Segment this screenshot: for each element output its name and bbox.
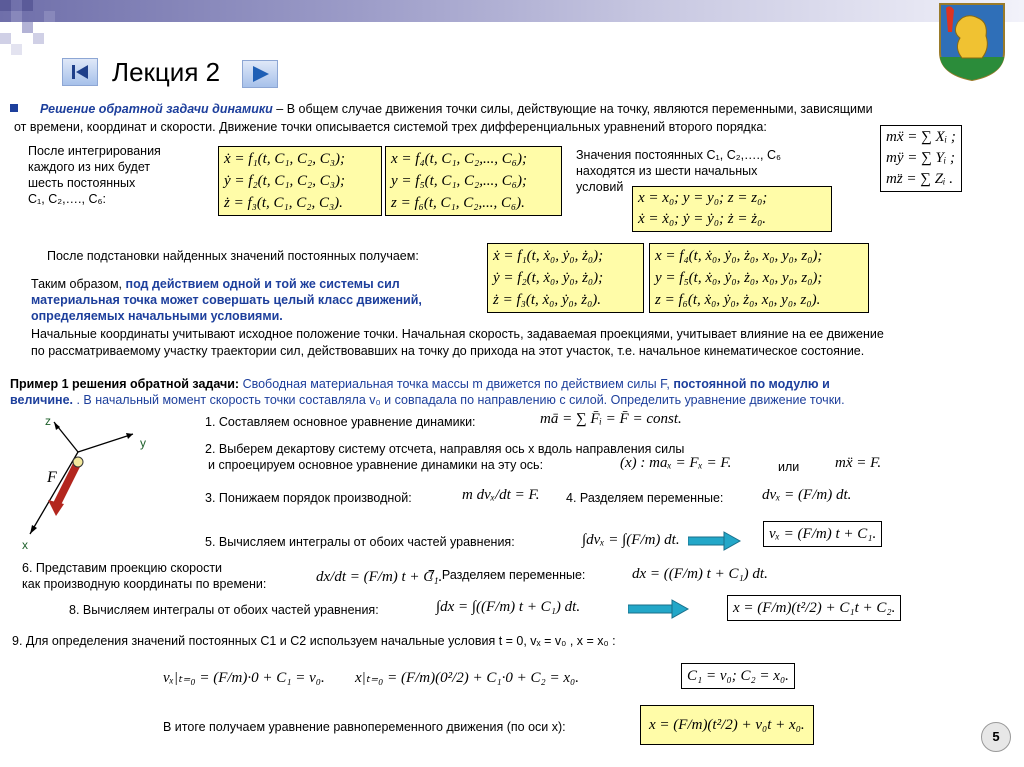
page-number: 5 (981, 722, 1011, 752)
example-text: величине. (10, 393, 74, 407)
step-9-formula-x: x|ₜ₌₀ = (F/m)(0²/2) + C₁·0 + C₂ = x₀. (355, 670, 579, 686)
next-slide-icon (243, 61, 277, 87)
step-9-formula-v: vₓ|ₜ₌₀ = (F/m)·0 + C₁ = v₀. (163, 670, 325, 686)
pos-const-eq: x = f₄(t, C₁, C₂,..., C₆); (391, 151, 527, 167)
step-7-formula: dx = ((F/m) t + C₁) dt. (632, 566, 768, 582)
step-6-text-a: 6. Представим проекцию скорости (22, 561, 223, 575)
force-label: F (47, 469, 57, 486)
step-2-formula: (x) : maₓ = Fₓ = F. (620, 455, 732, 471)
after-int-line: каждого из них будет (28, 160, 151, 174)
decor-square (11, 44, 22, 55)
next-slide-button[interactable] (242, 60, 278, 88)
initial-coords-line: по рассматриваемому участку траектории сил, действовавших на точку до прихода на этот участок, т.е. начальное кинематическое состояние. (31, 344, 865, 358)
after-substitution-text: После подстановки найденных значений постоянных получаем: (47, 249, 419, 263)
pos-init-eq: x = f₄(t, ẋ₀, ẏ₀, ż₀, x₀, y₀, z₀); (655, 248, 823, 264)
step-5-formula: ∫dvₓ = ∫(F/m) dt. (582, 532, 680, 548)
velocity-const-box (218, 146, 382, 216)
bullet-icon (10, 104, 18, 112)
axes-diagram (18, 412, 158, 557)
thus-bold: под действием одной и той же системы сил (125, 277, 400, 291)
coat-of-arms-icon (936, 2, 1008, 82)
after-int-line: C₁, C₂,…., C₆: (28, 192, 107, 206)
step-3-text: 3. Понижаем порядок производной: (205, 491, 412, 505)
axis-y-label: y (140, 436, 146, 450)
decor-square (0, 0, 11, 11)
intro-bold: Решение обратной задачи динамики (40, 102, 273, 116)
position-init-box (649, 243, 869, 313)
consts-note-line: Значения постоянных C₁, C₂,…., C₆ (576, 148, 782, 162)
arrow-right-icon (688, 531, 742, 551)
header-gradient-bar (0, 0, 1024, 22)
newton-eq-x: mẍ = ∑ Xᵢ ; (886, 129, 956, 145)
prev-slide-icon (63, 59, 97, 85)
step-8-result-box: x = (F/m)(t²/2) + C₁t + C₂. (727, 595, 901, 621)
decor-square (11, 11, 22, 22)
initial-cond-eq: x = x₀; y = y₀; z = z₀; (638, 190, 768, 206)
step-2-text-b: и спроецируем основное уравнение динамики на эту ось: (208, 458, 544, 472)
step-2-or: или (778, 460, 800, 474)
example-text: Свободная материальная точка массы m движется по действием силы F, (239, 377, 674, 391)
velocity-init-box (487, 243, 644, 313)
final-result-box: x = (F/m)(t²/2) + v₀t + x₀. (640, 705, 814, 745)
vel-const-eq: ẏ = f₂(t, C₁, C₂, C₃); (224, 173, 345, 189)
thus-text (31, 276, 481, 324)
step-9-result-box: C₁ = v₀; C₂ = x₀. (681, 663, 795, 689)
pos-init-eq: z = f₆(t, ẋ₀, ẏ₀, ż₀, x₀, y₀, z₀). (655, 292, 821, 308)
intro-line-1 (10, 102, 1010, 117)
step-3-formula: m dvₓ/dt = F. (462, 487, 540, 503)
pos-init-eq: y = f₅(t, ẋ₀, ẏ₀, ż₀, x₀, y₀, z₀); (655, 270, 823, 286)
thus-bold: материальная точка может совершать целый класс движений, (31, 293, 422, 307)
final-text: В итоге получаем уравнение равнопеременного движения (по оси x): (163, 720, 566, 734)
thus-lead: Таким образом, (31, 277, 126, 291)
step-5-text: 5. Вычисляем интегралы от обоих частей уравнения: (205, 535, 515, 549)
after-integration-text (28, 143, 161, 207)
prev-slide-button[interactable] (62, 58, 98, 86)
step-1-text: 1. Составляем основное уравнение динамики: (205, 415, 476, 429)
intro-line-2: от времени, координат и скорости. Движение точки описывается системой трех дифференциальных уравнений второго порядка: (14, 120, 767, 134)
decor-square (44, 11, 55, 22)
page-title: Лекция 2 (112, 57, 221, 87)
step-5-result-box: vₓ = (F/m) t + C₁. (763, 521, 882, 547)
step-6-formula: dx/dt = (F/m) t + C₁. (316, 569, 443, 585)
vel-const-eq: ż = f₃(t, C₁, C₂, C₃). (224, 195, 343, 211)
step-9-text: 9. Для определения значений постоянных С1 и С2 используем начальные условия t = 0, vₓ = v₀ , x = x₀ : (12, 634, 616, 648)
newton-equations-box (880, 125, 962, 192)
vel-const-eq: ẋ = f₁(t, C₁, C₂, C₃); (224, 151, 345, 167)
example-title: Пример 1 решения обратной задачи: (10, 377, 240, 391)
example-statement (10, 376, 1010, 408)
initial-cond-eq: ẋ = ẋ₀; ẏ = ẏ₀; ż = ż₀. (638, 211, 767, 227)
initial-conditions-box (632, 186, 832, 232)
step-1-formula: mā = ∑ F̄ᵢ = F̄ = const. (540, 411, 682, 427)
newton-eq-z: mz̈ = ∑ Zᵢ . (886, 171, 953, 187)
step-8-formula: ∫dx = ∫((F/m) t + C₁) dt. (436, 599, 581, 615)
decor-square (33, 33, 44, 44)
newton-eq-y: mÿ = ∑ Yᵢ ; (886, 150, 956, 166)
initial-coords-line: Начальные координаты учитывают исходное положение точки. Начальная скорость, задаваемая проекциями, учитывает влияние на ее движение (31, 327, 884, 341)
thus-bold: определяемых начальными условиями. (31, 309, 283, 323)
pos-const-eq: y = f₅(t, C₁, C₂,..., C₆); (391, 173, 527, 189)
step-4-text: 4. Разделяем переменные: (566, 491, 724, 505)
after-int-line: шесть постоянных (28, 176, 136, 190)
intro-rest: – В общем случае движения точки силы, действующие на точку, являются переменными, зависящими (272, 102, 873, 116)
initial-coords-text (31, 326, 1021, 360)
arrow-right-icon (628, 599, 690, 619)
decor-square (22, 0, 33, 11)
pos-const-eq: z = f₆(t, C₁, C₂,..., C₆). (391, 195, 525, 211)
vel-init-eq: ż = f₃(t, ẋ₀, ẏ₀, ż₀). (493, 292, 602, 308)
step-2-formula-alt: mẍ = F. (835, 455, 882, 471)
example-text: . В начальный момент скорость точки составляла v₀ и совпадала по направлению с силой. Определить уравнение движение точки. (73, 393, 845, 407)
decor-square (22, 22, 33, 33)
step-4-formula: dvₓ = (F/m) dt. (762, 487, 852, 503)
axis-z-label: z (45, 414, 51, 428)
vel-init-eq: ẏ = f₂(t, ẋ₀, ẏ₀, ż₀); (493, 270, 604, 286)
example-text: постоянной по модулю и (673, 377, 830, 391)
step-8-text: 8. Вычисляем интегралы от обоих частей уравнения: (69, 603, 379, 617)
step-7-text: 7. Разделяем переменные: (428, 568, 586, 582)
axis-x-label: x (22, 538, 28, 552)
vel-init-eq: ẋ = f₁(t, ẋ₀, ẏ₀, ż₀); (493, 248, 604, 264)
step-6-text-b: как производную координаты по времени: (22, 577, 267, 591)
after-int-line: После интегрирования (28, 144, 161, 158)
consts-note-line: находятся из шести начальных (576, 164, 758, 178)
consts-note-line: условий (576, 180, 624, 194)
step-2-text-a: 2. Выберем декартову систему отсчета, направляя ось x вдоль направления силы (205, 442, 685, 456)
decor-square (0, 33, 11, 44)
position-const-box (385, 146, 562, 216)
